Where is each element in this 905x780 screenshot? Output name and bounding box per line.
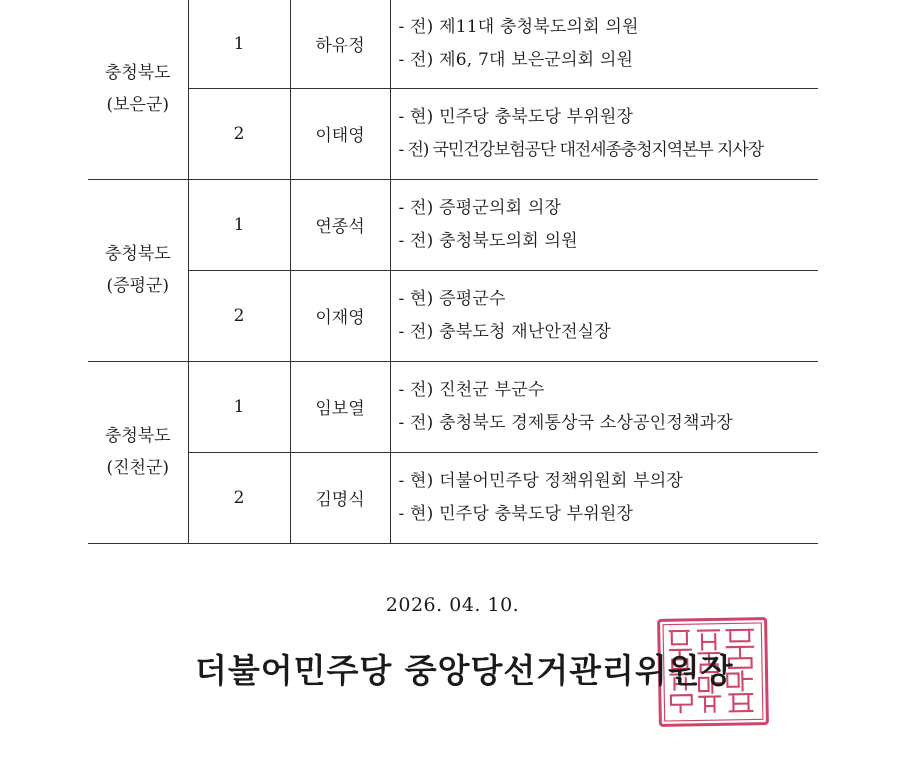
career-line: - 전) 증평군의회 의장: [398, 197, 562, 218]
career-line: - 현) 더불어민주당 정책위원회 부의장: [398, 470, 684, 491]
career-line: - 현) 민주당 충북도당 부위원장: [398, 503, 634, 524]
organization-name: 더불어민주당 중앙당선거관리위원장: [195, 651, 734, 690]
candidate-number: 1: [188, 0, 290, 88]
career-line: - 현) 민주당 충북도당 부위원장: [398, 106, 634, 127]
candidate-name: 하유정: [290, 0, 390, 88]
region-name: 충청북도: [104, 244, 171, 264]
candidate-number: 2: [188, 452, 290, 543]
career-cell: [390, 270, 818, 361]
region-cell: [88, 179, 188, 361]
region-name: 충청북도: [104, 63, 171, 84]
candidate-number: 2: [188, 270, 290, 361]
career-line: - 전) 진천군 부군수: [398, 379, 545, 400]
career-cell: [390, 452, 818, 543]
career-cell: [390, 88, 818, 179]
region-cell: [88, 361, 188, 543]
career-line: - 전) 제11대 충청북도의회 의원: [398, 16, 639, 37]
candidate-table: [88, 0, 818, 544]
region-name: 충청북도: [104, 426, 171, 446]
career-cell: [390, 0, 818, 88]
district-name: (진천군): [106, 458, 170, 478]
career-cell: [390, 179, 818, 270]
career-line: - 전) 제6, 7대 보은군의회 의원: [398, 49, 634, 70]
table-row: [88, 270, 818, 361]
candidate-name: 임보열: [290, 361, 390, 452]
candidate-number: 1: [188, 179, 290, 270]
candidate-name: 이태영: [290, 88, 390, 179]
career-line: - 전) 충청북도의회 의원: [398, 230, 578, 251]
document-date: 2026. 04. 10.: [385, 594, 520, 616]
career-cell: [390, 361, 818, 452]
candidate-number: 2: [188, 88, 290, 179]
table-row: [88, 361, 818, 452]
table-row: [88, 179, 818, 270]
district-name: (보은군): [106, 95, 170, 116]
candidate-name: 연종석: [290, 179, 390, 270]
candidate-name: 김명식: [290, 452, 390, 543]
career-line: - 현) 증평군수: [398, 288, 506, 309]
region-cell: [88, 0, 188, 179]
candidate-name: 이재영: [290, 270, 390, 361]
career-line: - 전) 국민건강보험공단 대전세종충청지역본부 지사장: [398, 139, 763, 160]
table-row: [88, 0, 818, 88]
career-line: - 전) 충청북도 경제통상국 소상공인정책과장: [398, 412, 733, 433]
career-line: - 전) 충북도청 재난안전실장: [398, 321, 611, 342]
table-row: [88, 88, 818, 179]
table-row: [88, 452, 818, 543]
candidate-number: 1: [188, 361, 290, 452]
district-name: (증평군): [106, 276, 170, 296]
